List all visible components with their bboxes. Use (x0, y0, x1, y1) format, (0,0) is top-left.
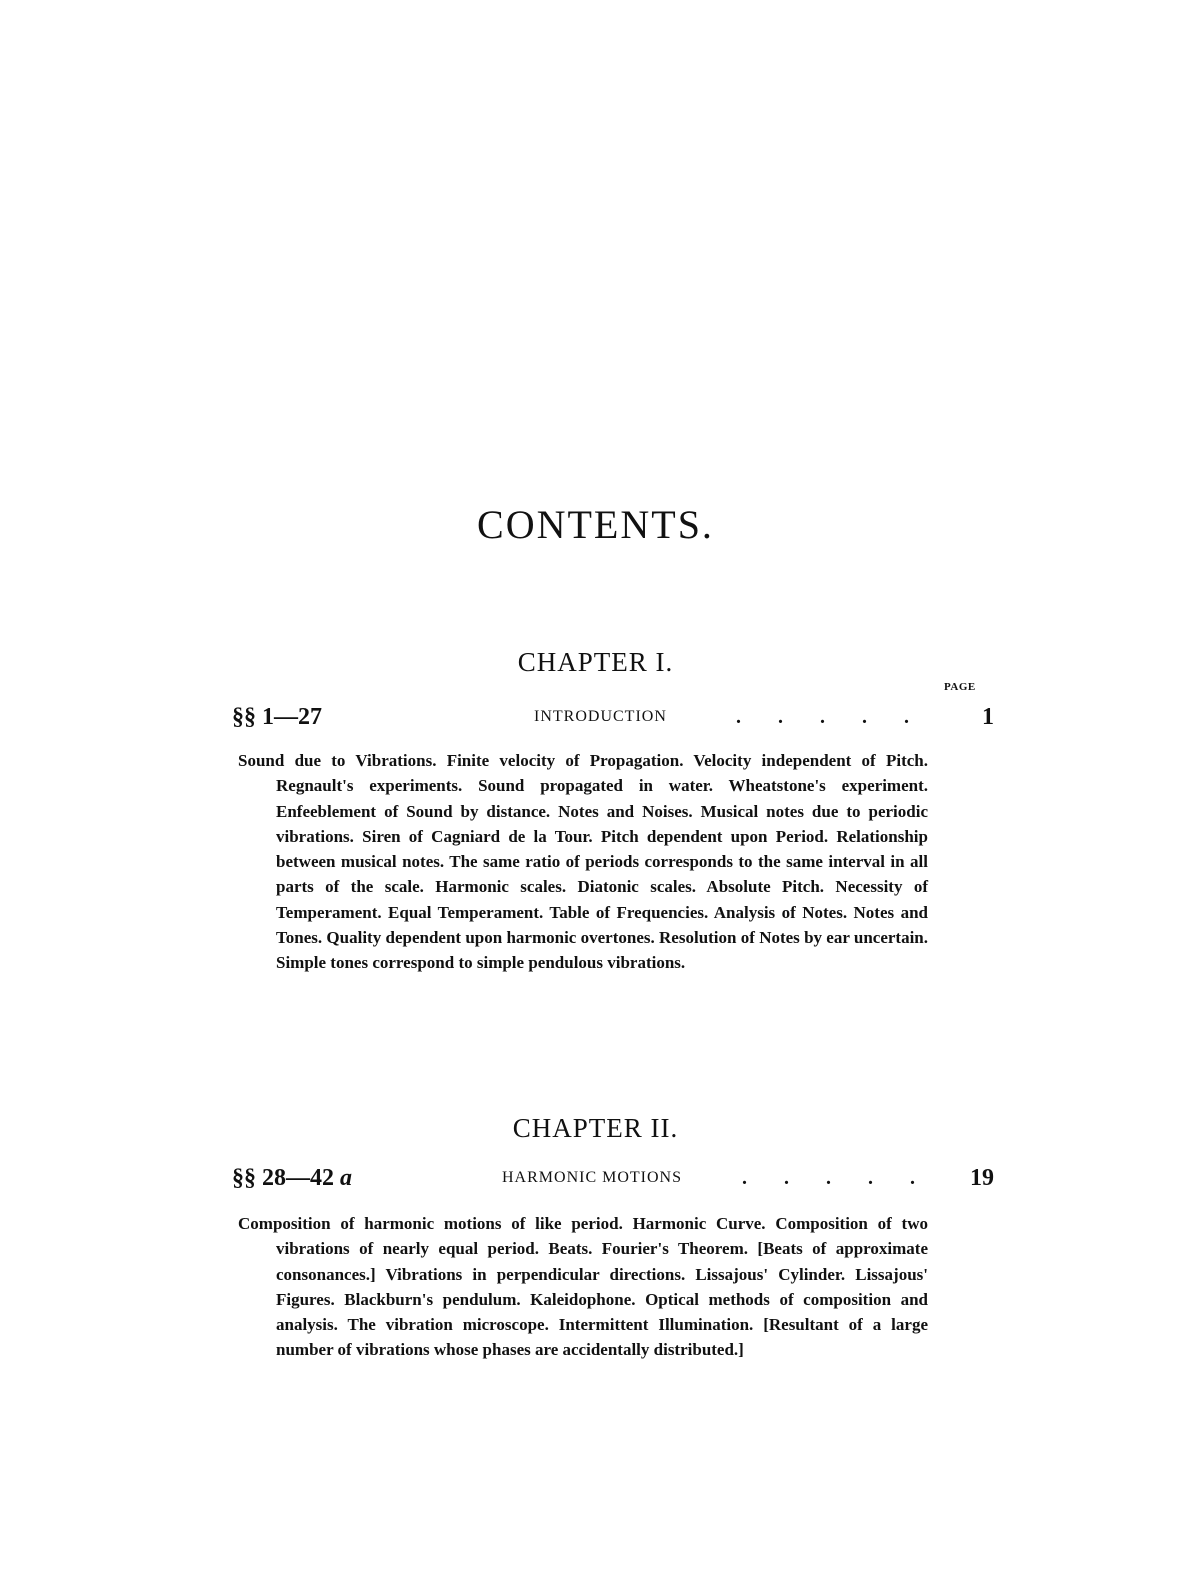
chapter-1-title: INTRODUCTION (534, 708, 667, 725)
chapter-2-leader-dots: . . . . . (742, 1167, 915, 1189)
chapter-2-sections-suffix: a (340, 1165, 352, 1191)
chapter-1-sections: §§ 1—27 (232, 704, 322, 730)
chapter-1-leader-dots: . . . . . (736, 706, 909, 728)
chapter-2-page-number: 19 (970, 1165, 994, 1191)
chapter-2-title: HARMONIC MOTIONS (502, 1169, 683, 1186)
chapter-1-entry[interactable] (232, 704, 994, 734)
chapter-2-sections (232, 1165, 352, 1192)
chapter-2-sections-number: §§ 28—42 (232, 1165, 340, 1191)
chapter-2-heading: CHAPTER II. (512, 1113, 679, 1143)
chapter-1-heading: CHAPTER I. (517, 647, 674, 677)
page-title: CONTENTS. (477, 502, 714, 547)
chapter-2-entry[interactable] (232, 1165, 994, 1195)
page-column-label: PAGE (944, 681, 976, 693)
chapter-1-summary: Sound due to Vibrations. Finite velocity of Propagation. Velocity independent of Pitch. Regnault's experiments. Sound propagated in water. Wheatstone's experiment. Enfeeblement of Sound by distance. Notes and Noises. Musical notes due to periodic vibrations. Siren of Cagniard de la Tour. Pitch dependent upon Period. Relationship between musical notes. The same ratio of periods corresponds to the same interval in all parts of the scale. Harmonic scales. Diatonic scales. Absolute Pitch. Necessity of Temperament. Equal Temperament. Table of Frequencies. Analysis of Notes. Notes and Tones. Quality dependent upon harmonic overtones. Resolution of Notes by ear uncertain. Simple tones correspond to simple pendulous vibrations. (238, 751, 928, 973)
chapter-2-summary: Composition of harmonic motions of like period. Harmonic Curve. Composition of two vibrations of nearly equal period. Beats. Fourier's Theorem. [Beats of approximate consonances.] Vibrations in perpendicular directions. Lissajous' Cylinder. Lissajous' Figures. Blackburn's pendulum. Kaleidophone. Optical methods of composition and analysis. The vibration microscope. Intermittent Illumination. [Resultant of a large number of vibrations whose phases are accidentally distributed.] (238, 1214, 928, 1360)
chapter-1-page-number: 1 (982, 704, 994, 730)
